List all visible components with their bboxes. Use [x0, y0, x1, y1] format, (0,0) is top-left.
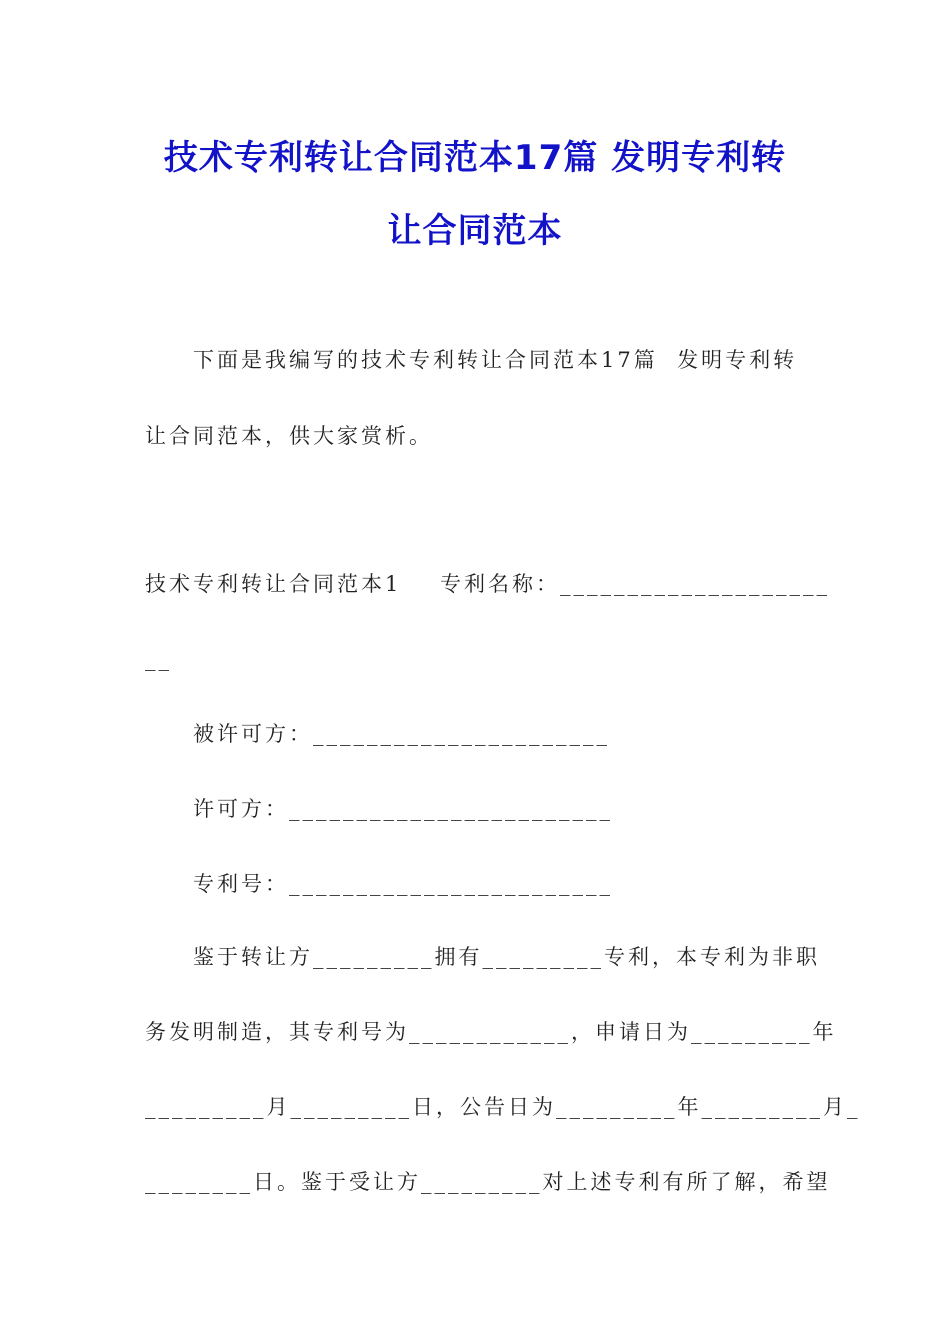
paragraph-line-4: ________日。鉴于受让方_________对上述专利有所了解，希望: [145, 1170, 831, 1194]
paragraph-line-1: 鉴于转让方_________拥有_________专利，本专利为非职: [193, 945, 820, 969]
intro-line-2: 让合同范本，供大家赏析。: [145, 424, 433, 448]
licensee-field: 被许可方：______________________: [193, 722, 610, 746]
paragraph-line-3: _________月_________日，公告日为_________年_________月_: [145, 1095, 861, 1119]
document-title-line-2: 让合同范本: [387, 211, 563, 251]
intro-line-1: 下面是我编写的技术专利转让合同范本17篇 发明专利转: [193, 348, 798, 372]
licensor-field: 许可方：________________________: [193, 797, 613, 821]
section-heading-continuation: __: [145, 647, 172, 671]
patent-number-field: 专利号：________________________: [193, 872, 613, 896]
section-heading-line: 技术专利转让合同范本1 专利名称：____________________: [145, 572, 831, 596]
paragraph-line-2: 务发明制造，其专利号为____________，申请日为_________年: [145, 1020, 837, 1044]
document-title-line-1: 技术专利转让合同范本17篇 发明专利转: [163, 138, 787, 178]
